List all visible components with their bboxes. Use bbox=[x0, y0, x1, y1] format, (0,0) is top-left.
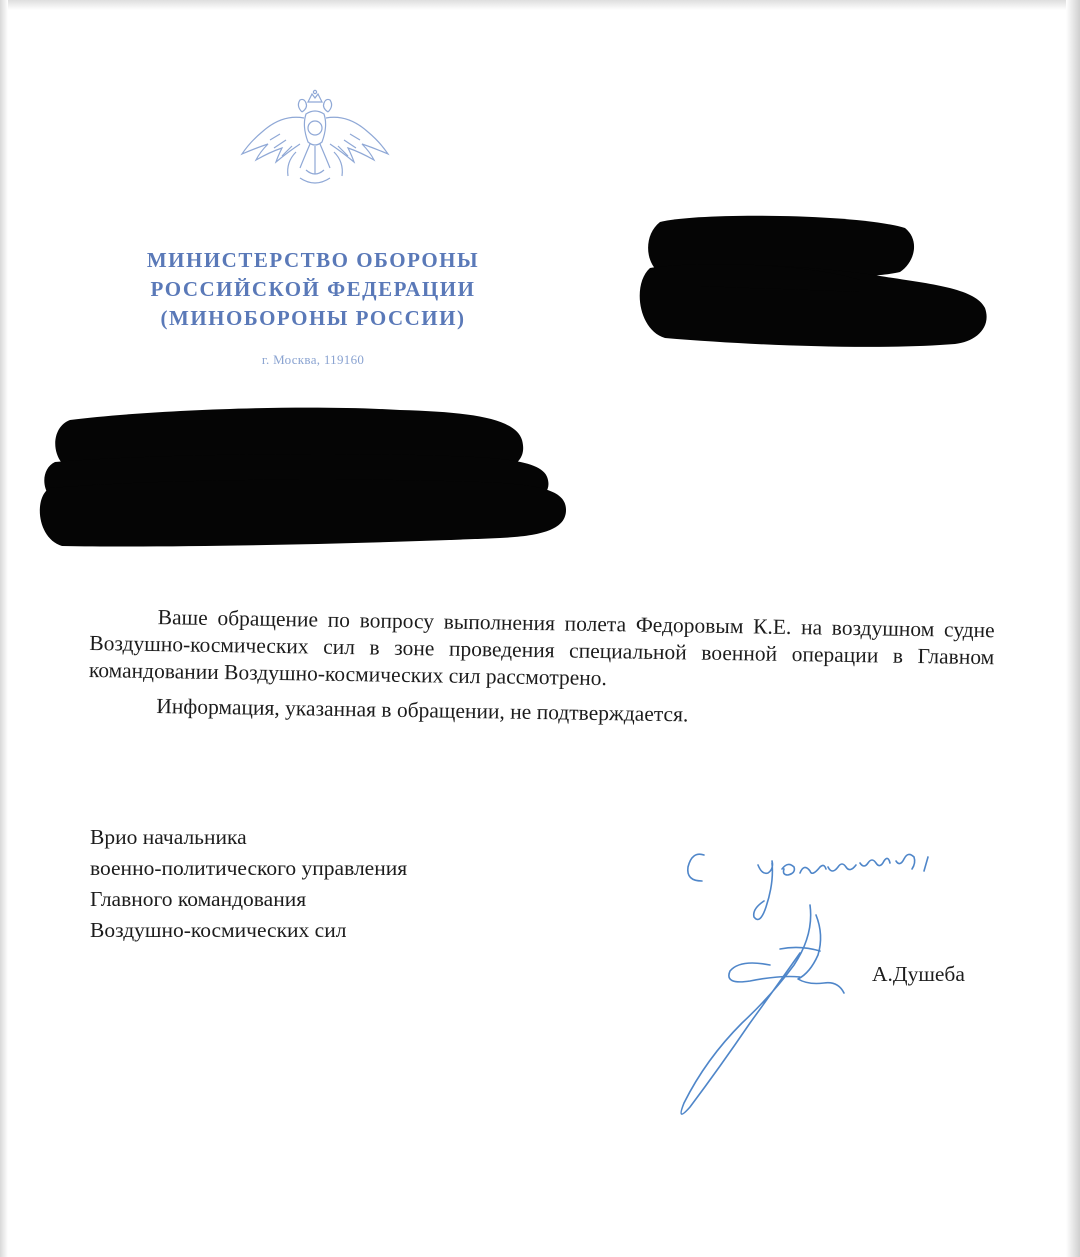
ministry-line: (МИНОБОРОНЫ РОССИИ) bbox=[160, 306, 466, 330]
handwritten-signature bbox=[660, 845, 980, 1135]
ministry-line: РОССИЙСКОЙ ФЕДЕРАЦИИ bbox=[150, 277, 476, 301]
signatory-title-line: Воздушно-космических сил bbox=[90, 918, 347, 942]
body-paragraph: Ваше обращение по вопросу выполнения полета Федоровым К.Е. на воздушном судне Воздушно-космических сил в зоне проведения специальной военной операции в Главном командовании Воздушно-космических сил рассмотрено. bbox=[88, 605, 995, 691]
city-address: г. Москва, 119160 bbox=[261, 352, 365, 367]
body-paragraph: Информация, указанная в обращении, не подтверждается. bbox=[156, 694, 689, 727]
signatory-title-line: Врио начальника bbox=[90, 825, 247, 849]
letter-body bbox=[88, 603, 995, 733]
signatory-title bbox=[90, 822, 560, 946]
signatory-title-line: военно-политического управления bbox=[90, 856, 408, 880]
signatory-name: А.Душеба bbox=[872, 962, 965, 986]
ministry-line: МИНИСТЕРСТВО ОБОРОНЫ bbox=[146, 248, 480, 272]
signatory-title-line: Главного командования bbox=[90, 887, 307, 911]
redaction-recipient bbox=[0, 0, 1080, 600]
